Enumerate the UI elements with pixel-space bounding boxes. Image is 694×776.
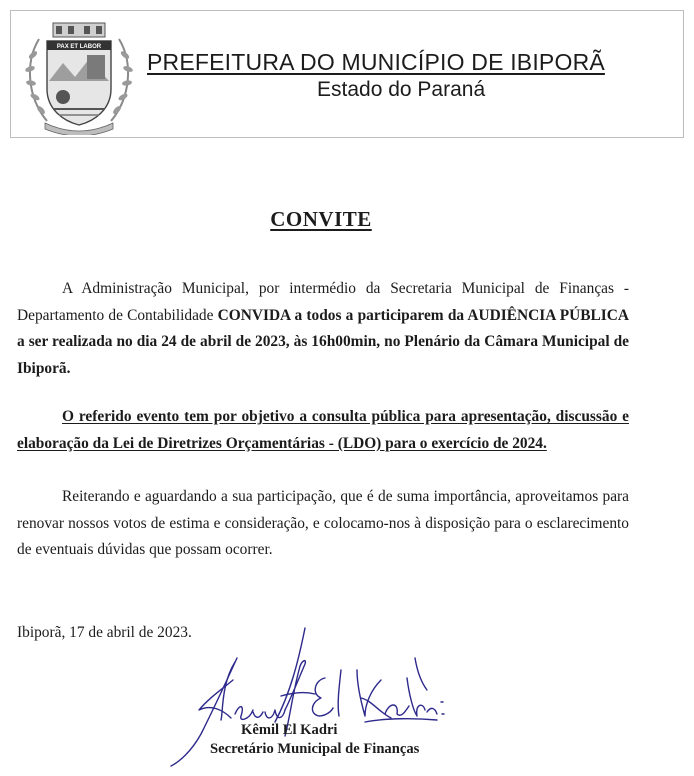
event-purpose-paragraph: O referido evento tem por objetivo a consulta pública para apresentação, discussão e elaboração da Lei de Diretrizes Orçamentárias - (LDO) para o exercício de 2024. — [17, 408, 629, 452]
signer-role: Secretário Municipal de Finanças — [210, 741, 420, 757]
municipality-title: PREFEITURA DO MUNICÍPIO DE IBIPORÃ — [147, 49, 605, 75]
invitation-intro-text: A Administração Municipal, por intermédio da Secretaria Municipal de Finanças - Departamento de Contabilidade — [17, 280, 629, 324]
closing-paragraph: Reiterando e aguardando a sua participação, que é de suma importância, aproveitamos para renovar nossos votos de estima e consideração, e colocamo-nos à disposição para o esclarecimento de eventuais dúvidas que possam ocorrer. — [17, 488, 629, 558]
invitation-paragraph — [17, 276, 629, 382]
document-title: CONVITE — [270, 207, 372, 231]
place-and-date: Ibiporã, 17 de abril de 2023. — [17, 624, 192, 641]
state-subtitle: Estado do Paraná — [317, 78, 486, 101]
invitation-highlight-text: CONVIDA a todos a participarem da AUDIÊNCIA PÚBLICA a ser realizada no dia 24 de abril de 2023, às 16h00min, no Plenário da Câmara Municipal de Ibiporã. — [17, 306, 629, 377]
letterhead — [10, 10, 684, 138]
municipal-coat-of-arms-icon — [23, 17, 135, 135]
crest-motto: PAX ET LABOR — [56, 44, 102, 50]
signer-name: Kêmil El Kadri — [241, 722, 338, 738]
